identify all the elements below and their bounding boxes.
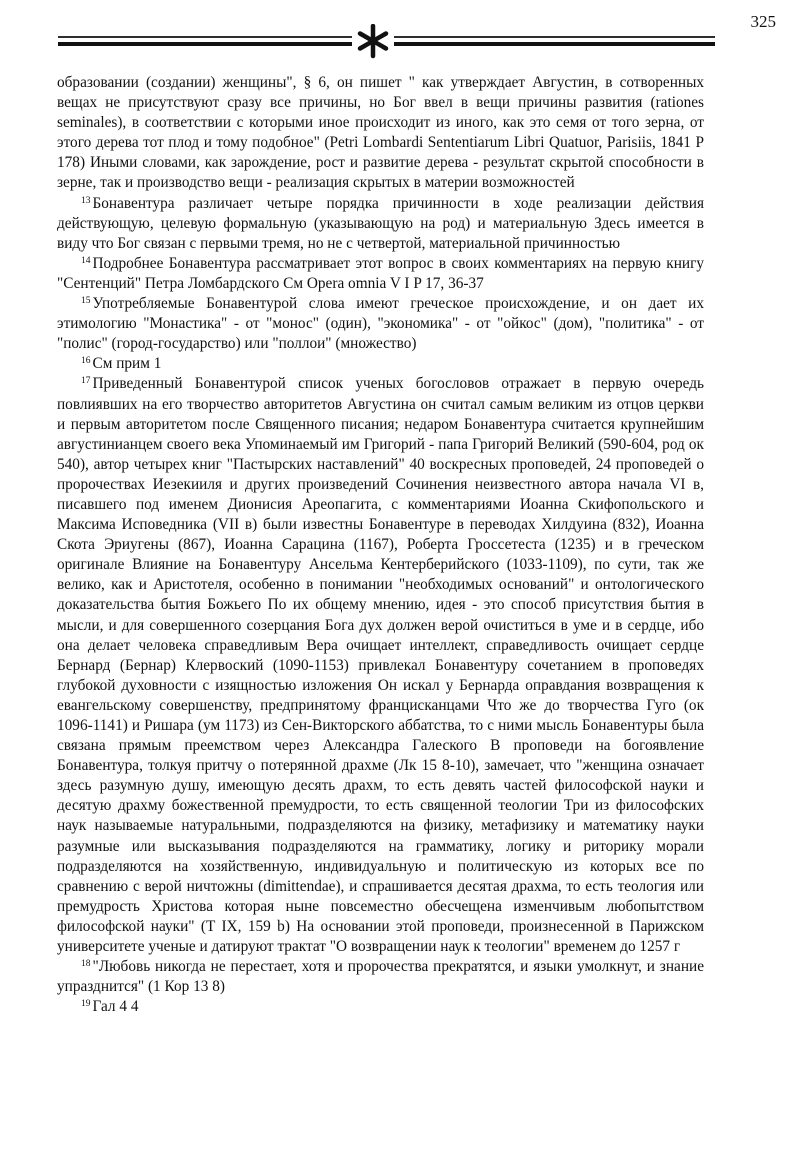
footnote-marker: 16 [81,356,91,367]
footnote-18 [57,957,704,997]
footnote-15 [57,294,704,354]
paragraph-text: образовании (создании) женщины", § 6, он пишет " как утверждает Августин, в сотворенных вещах не присутствуют сразу все причины, но Бог ввел в вещи причины развития (rationes seminales), в соответствии с которыми иное происходит из иного, как это семя от того зерна, от этого дерева тот плод и тому подобное" (Petri Lombardi Sententiarum Libri Quatuor, Parisiis, 1841 P 178) Иными словами, как зарождение, рост и развитие дерева - результат скрытой способности в зерне, так и производство вещи - реализация скрытых в материи возможностей [57,74,704,192]
footnote-text: "Любовь никогда не перестает, хотя и пророчества прекратятся, и языки умолкнут, и знание упразднится" (1 Кор 13 8) [57,958,704,996]
footnote-marker: 14 [81,255,91,266]
footnote-16 [57,354,704,374]
double-rule-left [58,37,352,44]
footnote-marker: 17 [81,376,91,387]
footnote-continuation [57,73,704,194]
footnote-19 [57,997,704,1017]
footnote-text: Подробнее Бонавентура рассматривает этот вопрос в своих комментариях на первую книгу "Сентенций" Петра Ломбардского См Opera omnia V I P 17, 36-37 [57,254,704,292]
footnote-marker: 13 [81,195,91,206]
page-number: 325 [750,12,776,31]
footnote-text: См прим 1 [92,355,162,373]
footnote-text: Бонавентура различает четыре порядка причинности в ходе реализации действия действующую, целевую формальную (указывающую на род) и материальную Здесь имеется в виду что Бог связан с первыми тремя, но не с четвертой, материальной причинностью [57,194,704,252]
footnote-text: Употребляемые Бонавентурой слова имеют греческое происхождение, и он дает их этимологию "Монастика" - от "монос" (один), "экономика" - от "ойкос" (дом), "политика" - от "полис" (город-государство) или "поллои" (множество) [57,295,704,353]
header-ornament [0,24,792,64]
footnote-text: Гал 4 4 [92,998,139,1016]
footnote-marker: 19 [81,999,91,1010]
footnote-13 [57,194,704,254]
footnote-17 [57,374,704,957]
asterisk-ornament-icon [360,26,386,56]
footnote-marker: 15 [81,296,91,307]
footnote-text: Приведенный Бонавентурой список ученых богословов отражает в первую очередь повлиявших на его творчество авторитетов Августина он считал самым великим из отцов церкви и первым авторитетом после Священного писания; недаром Бонавентура считается крупнейшим августинианцем своего века Упоминаемый им Григорий - папа Григорий Великий (590-604, род ок 540), автор четырех книг "Пастырских наставлений" 40 воскресных проповедей, 24 проповедей о пророчествах Иезекииля и других произведений Сочинения неизвестного автора начала VI в, писавшего под именем Дионисия Ареопагита, с комментариями Иоанна Скифопольского и Максима Исповедника (VII в) были известны Бонавентуре в переводах Хилдуина (832), Иоанна Скота Эриугены (867), Иоанна Сарацина (1167), Роберта Гроссетеста (1235) и в греческом оригинале Влияние на Бонавентуру Ансельма Кентерберийского (1033-1109), по сути, так же велико, как и Аристотеля, особенно в понимании "необходимых оснований" и онтологического доказательства бытия Божьего По их общему мнению, идея - это способ присутствия бытия в мысли, и для совершенного созерцания Бога дух должен верой очиститься в уме и в сердце, ибо она делает человека справедливым Вера очищает интеллект, справедливость очищает сердце Бернард (Бернар) Клервоский (1090-1153) привлекал Бонавентуру сочетанием в проповедях глубокой духовности с изящностью изложения Он искал у Бернарда оправдания возвращения к евангельскому совершенству, предпринятому францисканцами Что же до творчества Гуго (ок 1096-1141) и Ришара (ум 1173) из Сен-Викторского аббатства, то с ними мысль Бонавентуры была связана прямым преемством через Александра Галеского В проповеди на богоявление Бонавентура, толкуя притчу о потерянной драхме (Лк 15 8-10), замечает, что "женщина означает здесь разумную душу, имеющую десять драхм, то есть девять частей философской науки и десятую драхму божественной премудрости, то есть священной теологии Три из философских наук называемые натуральными, подразделяются на физику, метафизику и математику науки разумные или высказывания подразделяются на грамматику, логику и риторику морали подразделяются на хозяйственную, индивидуальную и политическую из которых все по сравнению с верой ничтожны (dimittendae), и спрашивается десятая драхма, то есть теология или премудрость Христова которая ныне повсеместно обесчещена изменчивым любопытством философской науки" (T IX, 159 b) На основании этой проповеди, произнесенной в Парижском университете ученые и датируют трактат "О возвращении наук к теологии" временем до 1257 г [57,375,704,956]
double-rule-right [394,37,715,44]
footnote-marker: 18 [81,959,91,970]
footnote-14 [57,254,704,294]
page-body [57,73,704,1017]
